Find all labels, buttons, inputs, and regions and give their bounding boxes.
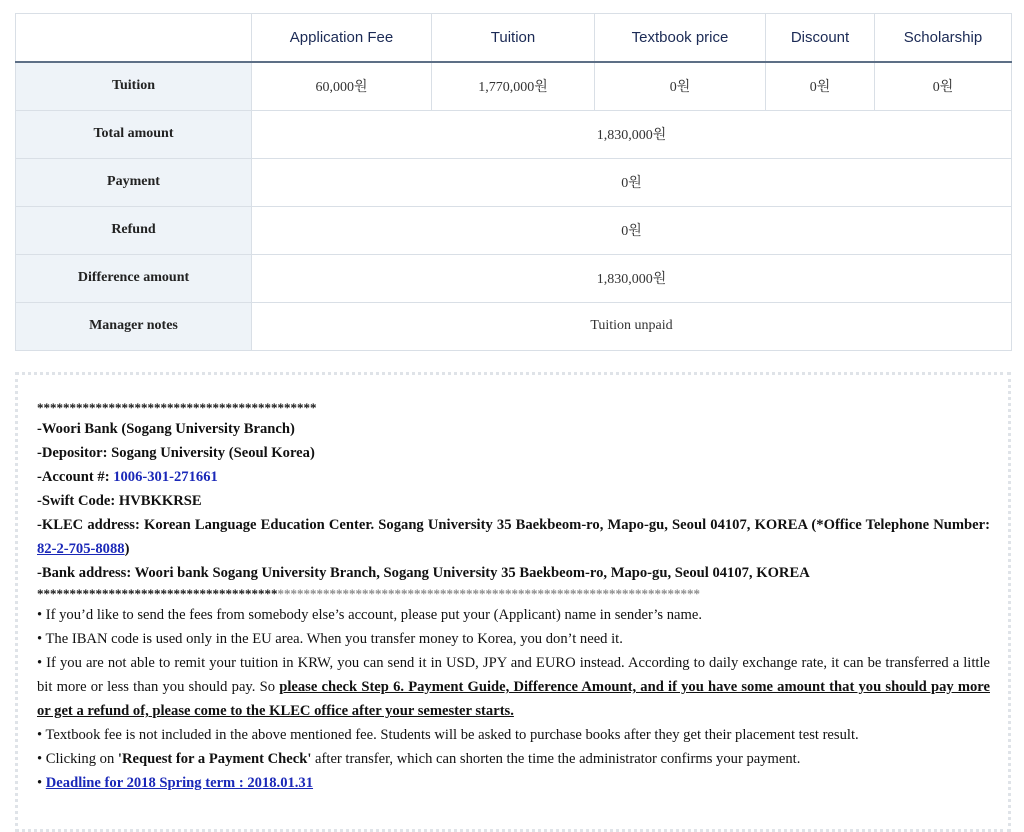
refund-value: 0원: [252, 206, 1012, 254]
klec-address-text: -KLEC address: Korean Language Education Center. Sogang University 35 Baekbeom-ro, Mapo-gu, Seoul 04107, KOREA (*Office Telephone Number:: [37, 517, 990, 533]
row-label-tuition: Tuition: [16, 62, 252, 110]
row-label-payment: Payment: [16, 158, 252, 206]
row-label-refund: Refund: [16, 206, 252, 254]
table-row: [16, 254, 1012, 302]
payment-value: 0원: [252, 158, 1012, 206]
fee-table-corner-cell: [16, 14, 252, 63]
account-label: -Account #:: [37, 469, 114, 485]
account-line: [37, 465, 990, 489]
textbook-price-value: 0원: [595, 62, 766, 110]
tuition-value: 1,770,000원: [432, 62, 595, 110]
notice-bullet-payment-check: [37, 747, 990, 771]
total-amount-value: 1,830,000원: [252, 110, 1012, 158]
row-label-total-amount: Total amount: [16, 110, 252, 158]
office-phone-link[interactable]: 82-2-705-8088: [37, 541, 125, 557]
table-row: [16, 302, 1012, 350]
star-divider-top: *******************************************: [37, 400, 317, 415]
payment-check-post: after transfer, which can shorten the time the administrator confirms your payment.: [311, 751, 801, 767]
notice-bullet-iban: • The IBAN code is used only in the EU area. When you transfer money to Korea, you don’t need it.: [37, 631, 623, 647]
bank-address-line: -Bank address: Woori bank Sogang University Branch, Sogang University 35 Baekbeom-ro, Mapo-gu, Seoul 04107, KOREA: [37, 565, 810, 581]
star-divider-dark: *************************************: [37, 586, 278, 601]
star-divider-bottom: [37, 585, 990, 603]
payment-notice-box: [15, 372, 1011, 832]
row-label-manager-notes: Manager notes: [16, 302, 252, 350]
fee-table: [15, 13, 1012, 351]
notice-bullet-sender-name: • If you’d like to send the fees from somebody else’s account, please put your (Applicant) name in sender’s name.: [37, 607, 703, 623]
fee-table-header-row: [16, 14, 1012, 63]
application-fee-value: 60,000원: [252, 62, 432, 110]
notice-bullet-currency-emphasis: please check Step 6. Payment Guide, Difference Amount, and if you have some amount that you should pay more or get a refund of, please come to the KLEC office after your semester starts.: [37, 679, 990, 719]
column-header-tuition: Tuition: [432, 14, 595, 63]
payment-check-pre: • Clicking on: [37, 751, 118, 767]
table-row: [16, 206, 1012, 254]
star-divider-light: *****************************************************************: [277, 586, 700, 601]
deadline-bullet: •: [37, 775, 46, 791]
notice-bullet-currency: [37, 651, 990, 723]
scholarship-value: 0원: [875, 62, 1012, 110]
swift-code-line: -Swift Code: HVBKKRSE: [37, 493, 202, 509]
deadline-link[interactable]: Deadline for 2018 Spring term : 2018.01.31: [45, 775, 314, 791]
column-header-discount: Discount: [766, 14, 875, 63]
column-header-scholarship: Scholarship: [875, 14, 1012, 63]
account-number: 1006-301-271661: [113, 469, 218, 485]
bank-name-line: -Woori Bank (Sogang University Branch): [37, 421, 295, 437]
difference-amount-value: 1,830,000원: [252, 254, 1012, 302]
payment-check-label: 'Request for a Payment Check': [117, 751, 312, 767]
row-label-difference-amount: Difference amount: [16, 254, 252, 302]
table-row: [16, 158, 1012, 206]
klec-address-close: ): [124, 541, 130, 557]
table-row: [16, 110, 1012, 158]
manager-notes-value: Tuition unpaid: [252, 302, 1012, 350]
notice-bullet-currency-text: • If you are not able to remit your tuition in KRW, you can send it in USD, JPY and EURO instead. According to daily exchange rate, it can be transferred a little bit more or less than you should pay. So: [37, 655, 990, 695]
notice-bullet-deadline: [37, 771, 990, 795]
table-row: [16, 62, 1012, 110]
depositor-line: -Depositor: Sogang University (Seoul Korea): [37, 445, 315, 461]
column-header-application-fee: Application Fee: [252, 14, 432, 63]
notice-bullet-textbook: • Textbook fee is not included in the above mentioned fee. Students will be asked to purchase books after they get their placement test result.: [37, 727, 859, 743]
column-header-textbook-price: Textbook price: [595, 14, 766, 63]
discount-value: 0원: [766, 62, 875, 110]
klec-address-line: [37, 513, 990, 561]
